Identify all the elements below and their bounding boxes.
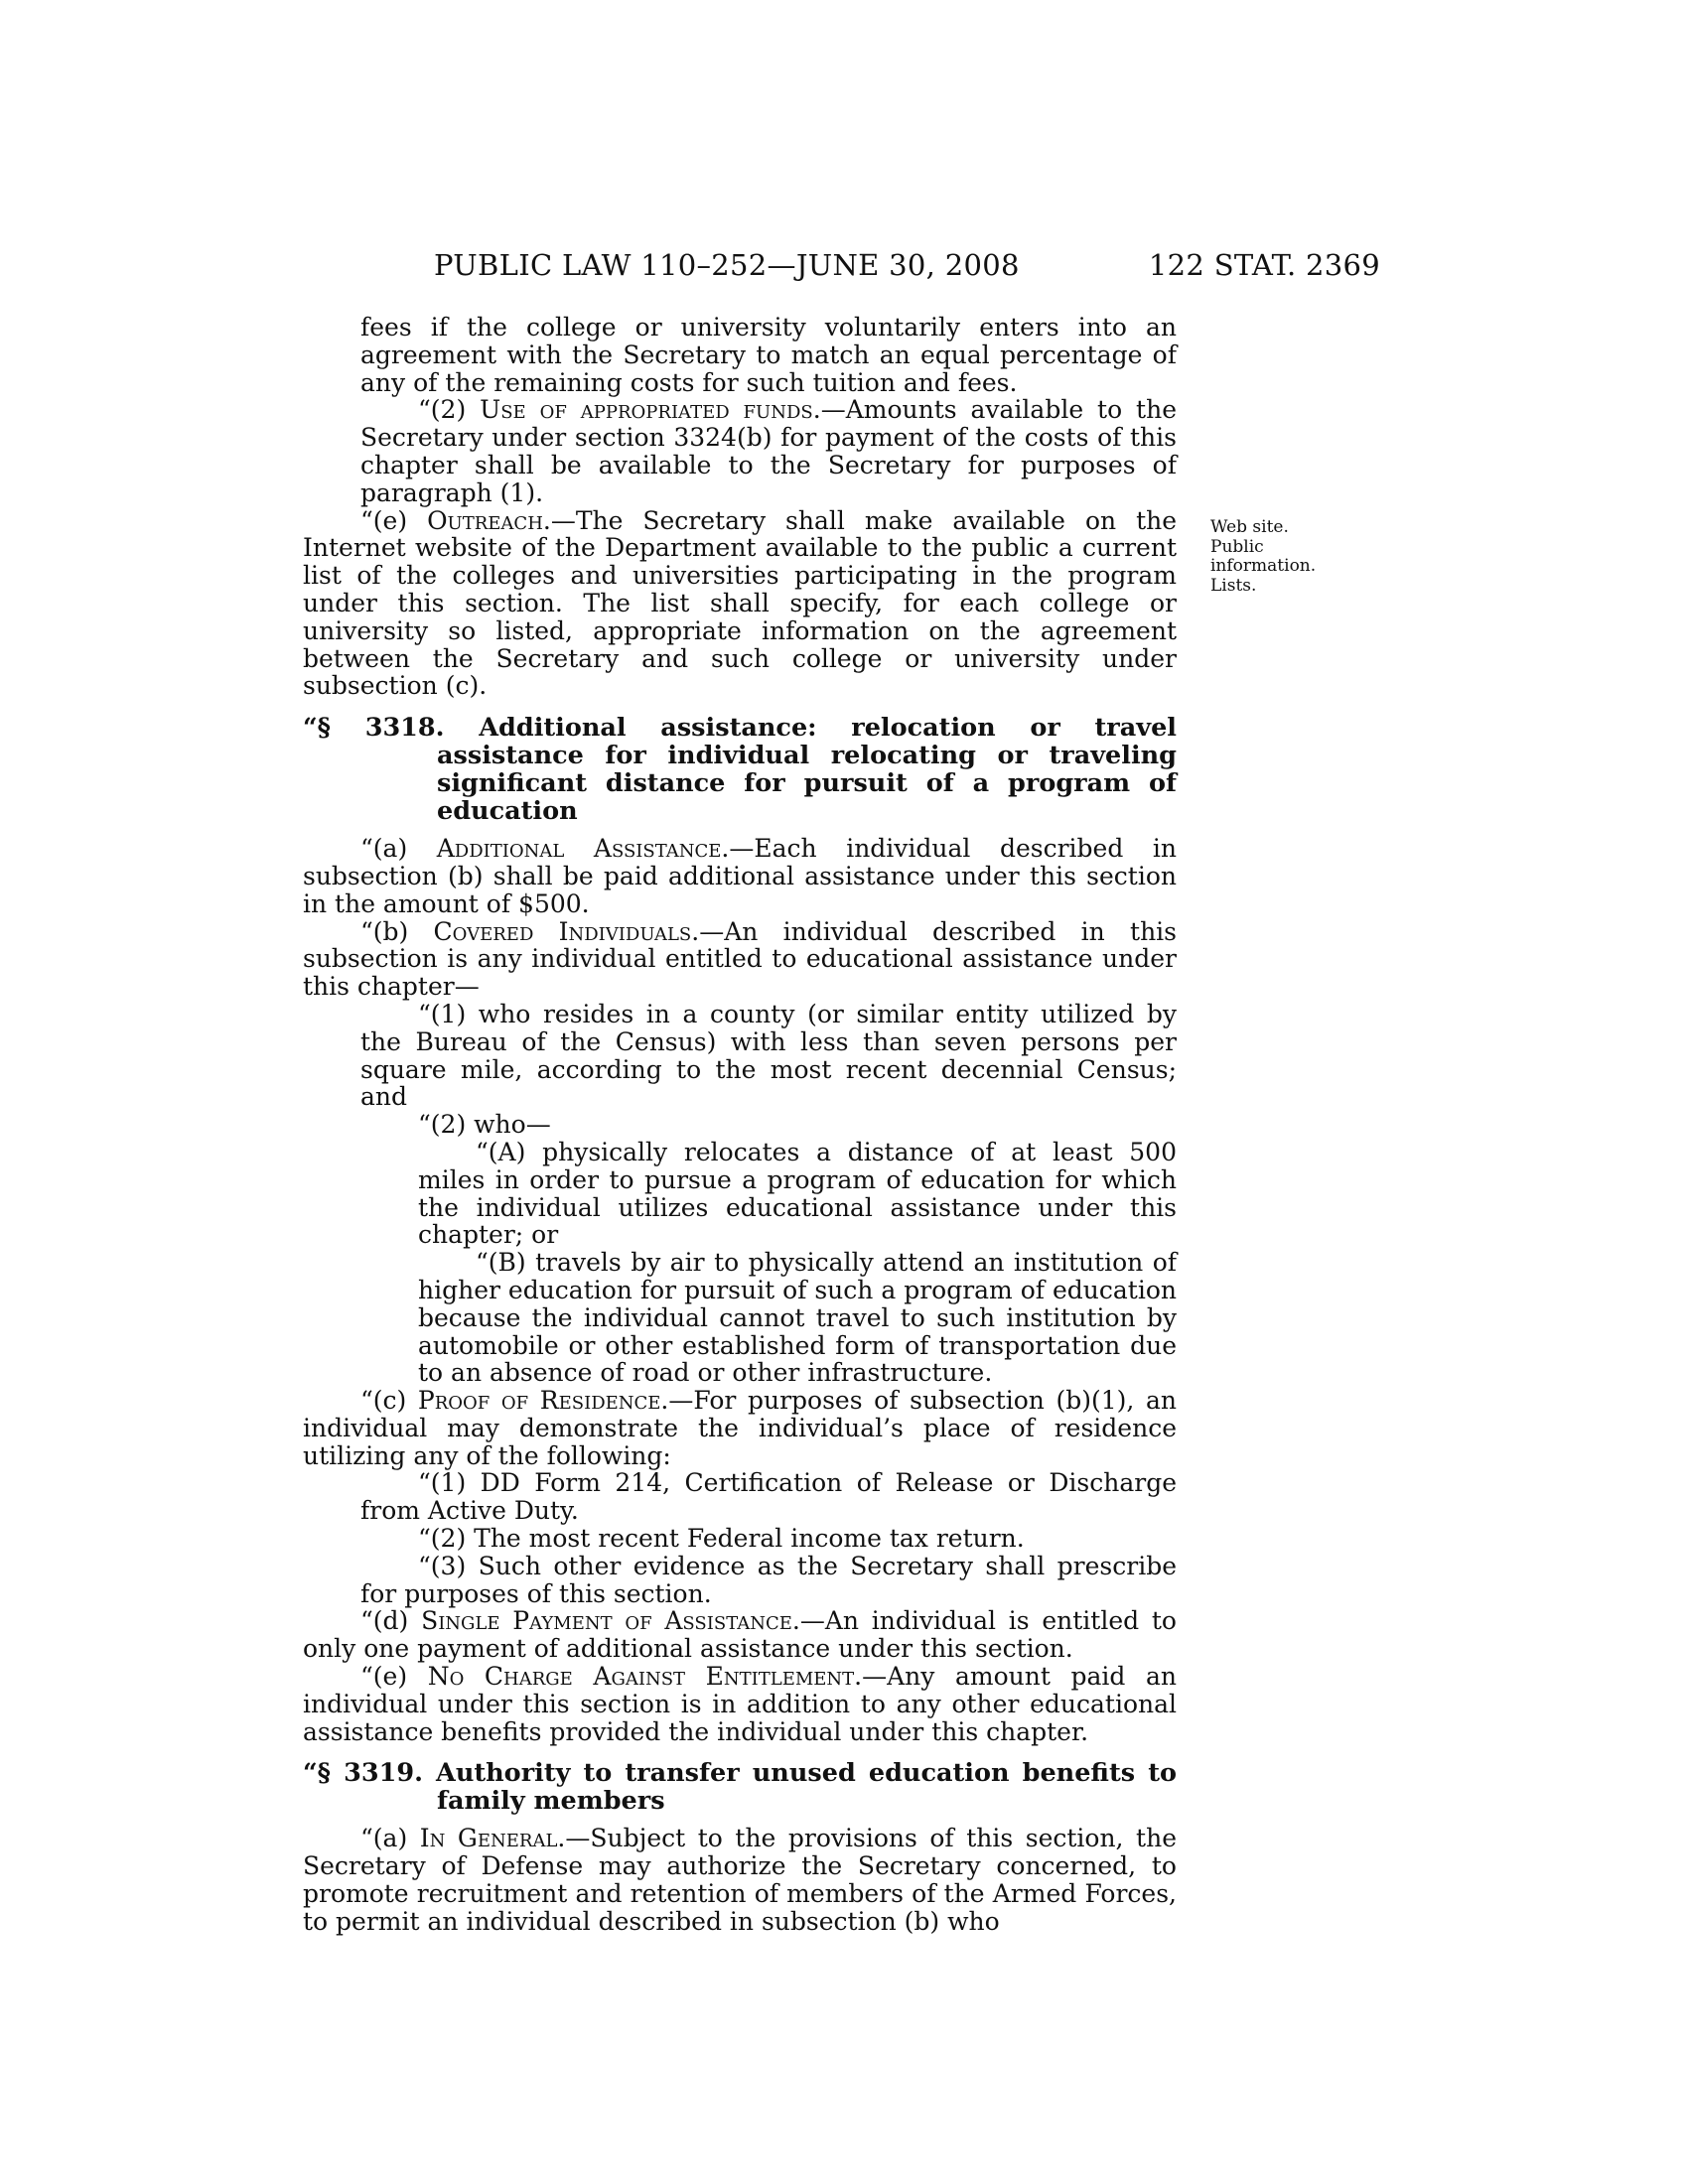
statute-citation: 122 STAT. 2369 [1148,248,1380,282]
subsection-number: “(c) [360,1386,418,1416]
paragraph-heading: Outreach. [427,505,551,535]
section-3319-heading: “§ 3319. Authority to transfer unused education benefits to family members [303,1758,1177,1817]
paragraph-text: —Amounts available to the Secretary under section 3324(b) for payment of the costs of this chapter shall be available to the Secretary for purposes of paragraph (1). [360,395,1177,507]
paragraph-3318-b2: “(2) who— [418,1110,551,1140]
body-text [303,314,1177,1936]
subsection-3318-a [303,835,1177,917]
margin-note-web-site: Web site. [1210,517,1289,537]
section-3318-heading: “§ 3318. Additional assistance: relocation or travel assistance for individual relocating or traveling significant distance for pursuit of a program of education [303,713,1177,827]
subsection-number: “(e) [360,1662,428,1692]
margin-note-lists: Lists. [1210,575,1257,596]
subsection-heading: In General. [419,1824,566,1853]
margin-note-public-information: Public information. [1210,536,1317,576]
subsection-number: “(a) [360,834,437,864]
subsection-3318-d [303,1607,1177,1663]
subsection-text: —Any amount paid an individual under this section is in addition to any other educational assistance benefits provided the individual under this chapter. [303,1662,1177,1746]
subsection-3318-b [303,918,1177,1001]
subsection-text: —An individual described in this subsection is any individual entitled to educational assistance under this chapter— [303,916,1177,1002]
margin-note [1210,518,1339,596]
subsection-3318-c [303,1387,1177,1469]
subsection-heading: Additional Assistance. [436,834,730,864]
paragraph-3318-c3: “(3) Such other evidence as the Secretary shall prescribe for purposes of this section. [360,1551,1177,1608]
subparagraph-3318-b2B: “(B) travels by air to physically attend an institution of higher education for pursuit of such a program of education because the individual cannot travel to such institution by automobile or other established form of transportation due to an absence of road or other infrastructure. [418,1248,1177,1388]
subsection-text: —An individual is entitled to only one payment of additional assistance under this section. [303,1606,1177,1664]
paragraph-continued: fees if the college or university voluntarily enters into an agreement with the Secretary to match an equal percentage of any of the remaining costs for such tuition and fees. [360,313,1177,397]
paragraph-outreach [303,507,1177,701]
paragraph-use-of-appropriated-funds [303,396,1177,506]
subsection-heading: No Charge Against Entitlement. [427,1662,863,1692]
subsection-text: —Subject to the provisions of this section, the Secretary of Defense may authorize the Secretary concerned, to promote recruitment and retention of members of the Armed Forces, to permit an individual described in subsection (b) who [303,1824,1177,1936]
subsection-heading: Covered Individuals. [433,916,700,946]
subsection-text: —For purposes of subsection (b)(1), an individual may demonstrate the individual’s place of residence utilizing any of the following: [303,1386,1177,1470]
paragraph-3318-b1: “(1) who resides in a county (or similar entity utilized by the Bureau of the Census) with less than seven persons per square mile, according to the most recent decennial Census; and [360,999,1177,1112]
subsection-3319-a [303,1825,1177,1935]
subsection-number: “(b) [360,916,434,946]
paragraph-3318-c1: “(1) DD Form 214, Certification of Release or Discharge from Active Duty. [360,1468,1177,1526]
paragraph-text: —The Secretary shall make available on the Internet website of the Department available to the public a current list of the colleges and universities participating in the program under this section. The list shall specify, for each college or university so listed, appropriate information on the agreement between the Secretary and such college or university under subsection (c). [303,505,1178,701]
subsection-heading: Single Payment of Assistance. [421,1606,800,1636]
subparagraph-3318-b2A: “(A) physically relocates a distance of at least 500 miles in order to pursue a program of education for which the individual utilizes educational assistance under this chapter; or [418,1137,1177,1250]
paragraph-3318-c2: “(2) The most recent Federal income tax return. [418,1524,1025,1554]
subsection-3318-e [303,1663,1177,1745]
subsection-number: “(a) [360,1824,420,1853]
subsection-heading: Proof of Residence. [417,1386,669,1416]
page-header [298,248,1380,288]
paragraph-heading: Use of appropriated funds. [480,395,821,425]
subsection-text: —Each individual described in subsection (b) shall be paid additional assistance under this section in the amount of $500. [303,834,1178,918]
subsection-number: “(d) [360,1606,422,1636]
paragraph-number: “(e) [360,505,428,535]
running-head: PUBLIC LAW 110–252—JUNE 30, 2008 [434,248,1020,282]
paragraph-number: “(2) [418,395,481,425]
